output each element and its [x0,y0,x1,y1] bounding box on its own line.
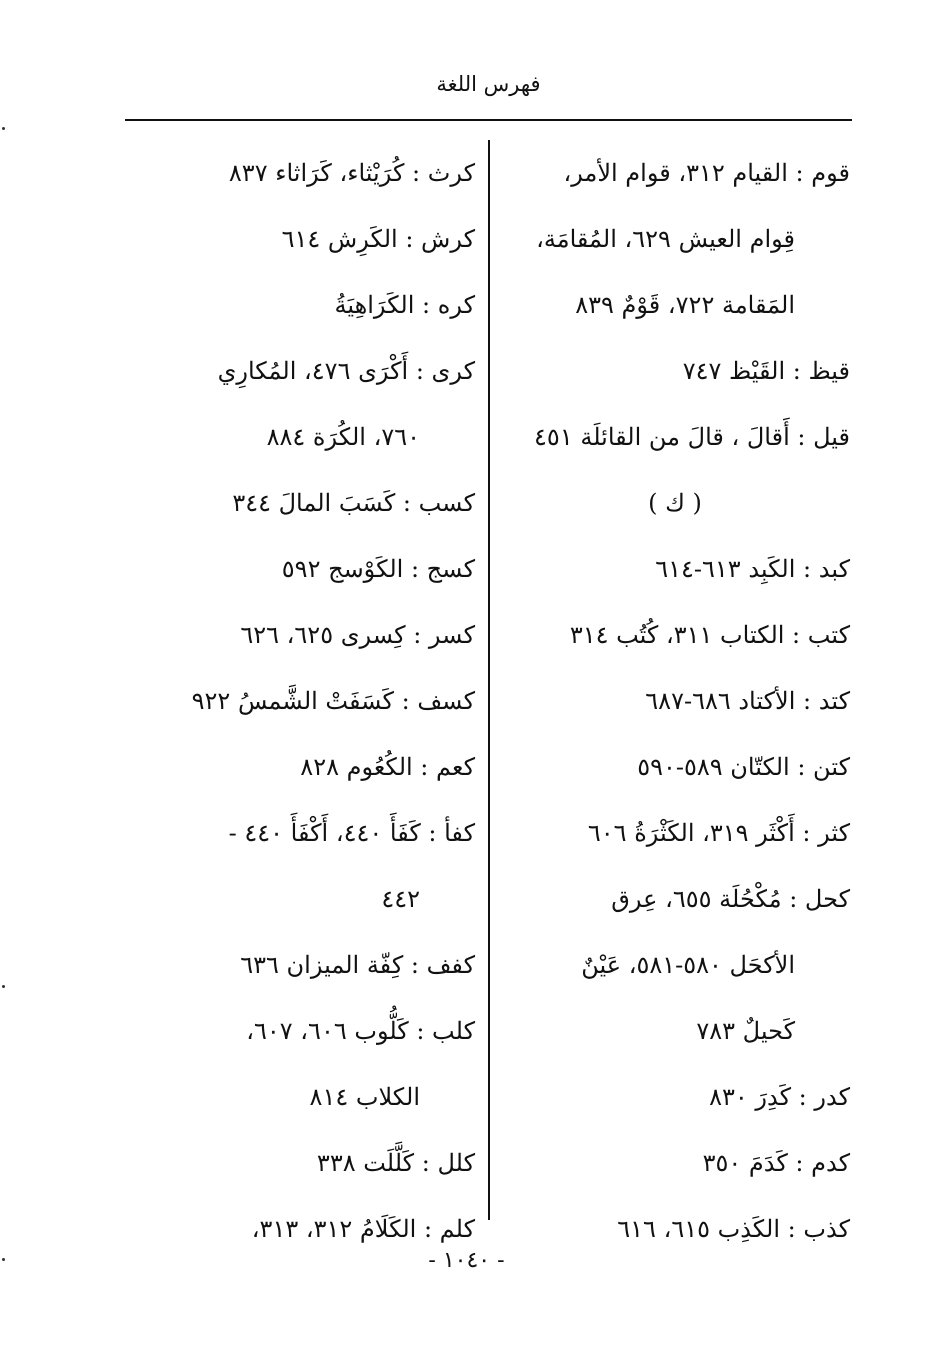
right-column [500,140,850,1262]
index-entry: قوم : القيام ٣١٢، قوام الأمر، [563,159,850,187]
index-entry: كسب : كَسَبَ المالَ ٣٤٤ [232,489,475,517]
index-entry: كلب : كَلُّوب ٦٠٦، ٦٠٧، [246,1017,475,1045]
entry-continuation: ٧٦٠، الكُرَة ٨٨٤ [266,423,420,451]
index-entry: قيظ : القَيْظ ٧٤٧ [682,357,850,385]
index-entry: كذب : الكَذِب ٦١٥، ٦١٦ [617,1215,850,1243]
index-entry: كلل : كَلَّلَت ٣٣٨ [316,1149,475,1177]
scan-speck [2,985,5,988]
index-entry: كتد : الأكتاد ٦٨٦-٦٨٧ [645,687,850,715]
entry-continuation: الأكحَل ٥٨٠-٥٨١، عَيْنٌ [581,951,795,979]
index-entry: كدر : كَدِرَ ٨٣٠ [709,1083,850,1111]
scan-speck [2,127,5,130]
column-divider [488,140,490,1220]
index-entry: كدم : كَدَمَ ٣٥٠ [702,1149,850,1177]
index-entry: كسج : الكَوْسج ٥٩٢ [281,555,475,583]
left-column [130,140,475,1262]
entry-continuation: ٤٤٢ [381,885,420,913]
index-entry: كره : الكَرَاهِيَةُ [334,291,475,319]
entry-continuation: الكلاب ٨١٤ [309,1083,420,1111]
index-entry: كفف : كِفّة الميزان ٦٣٦ [240,951,475,979]
index-entry: قيل : أَقالَ ، قالَ من القائلَة ٤٥١ [534,423,850,451]
index-entry: كبد : الكَبِد ٦١٣-٦١٤ [655,555,850,583]
index-entry: كحل : مُكْحُلَة ٦٥٥، عِرق [611,885,850,913]
page-header: فهرس اللغة [436,72,541,96]
index-entry: كثر : أَكْثَر ٣١٩، الكَثْرَةُ ٦٠٦ [587,819,850,847]
index-entry: كرث : كُرَيْثاء، كَرَاثاء ٨٣٧ [228,159,475,187]
index-entry: كلم : الكَلَامُ ٣١٢، ٣١٣، [251,1215,475,1243]
section-letter-heading: ( ك ) [648,489,702,517]
index-entry: كسر : كِسرى ٦٢٥، ٦٢٦ [240,621,475,649]
entry-continuation: كَحيلٌ ٧٨٣ [696,1017,795,1045]
scan-speck [2,1258,5,1261]
entry-continuation: قِوام العيش ٦٢٩، المُقامَة، [536,225,795,253]
index-entry: كتب : الكتاب ٣١١، كُتُب ٣١٤ [569,621,850,649]
index-entry: كتن : الكتّان ٥٨٩-٥٩٠ [637,753,850,781]
entry-continuation: المَقامة ٧٢٢، قَوْمٌ ٨٣٩ [575,291,795,319]
index-entry: كعم : الكُعُوم ٨٢٨ [300,753,475,781]
index-entry: كسف : كَسَفَتْ الشَّمسُ ٩٢٢ [191,687,475,715]
header-rule [125,119,852,121]
index-entry: كرش : الكَرِش ٦١٤ [281,225,475,253]
index-entry: كفأ : كَفَأَ ٤٤٠، أَكْفَأَ ٤٤٠ - [228,819,475,847]
page-number: - ١٠٤٠ - [428,1248,505,1273]
index-entry: كرى : أَكْرَى ٤٧٦، المُكارِي [217,357,475,385]
